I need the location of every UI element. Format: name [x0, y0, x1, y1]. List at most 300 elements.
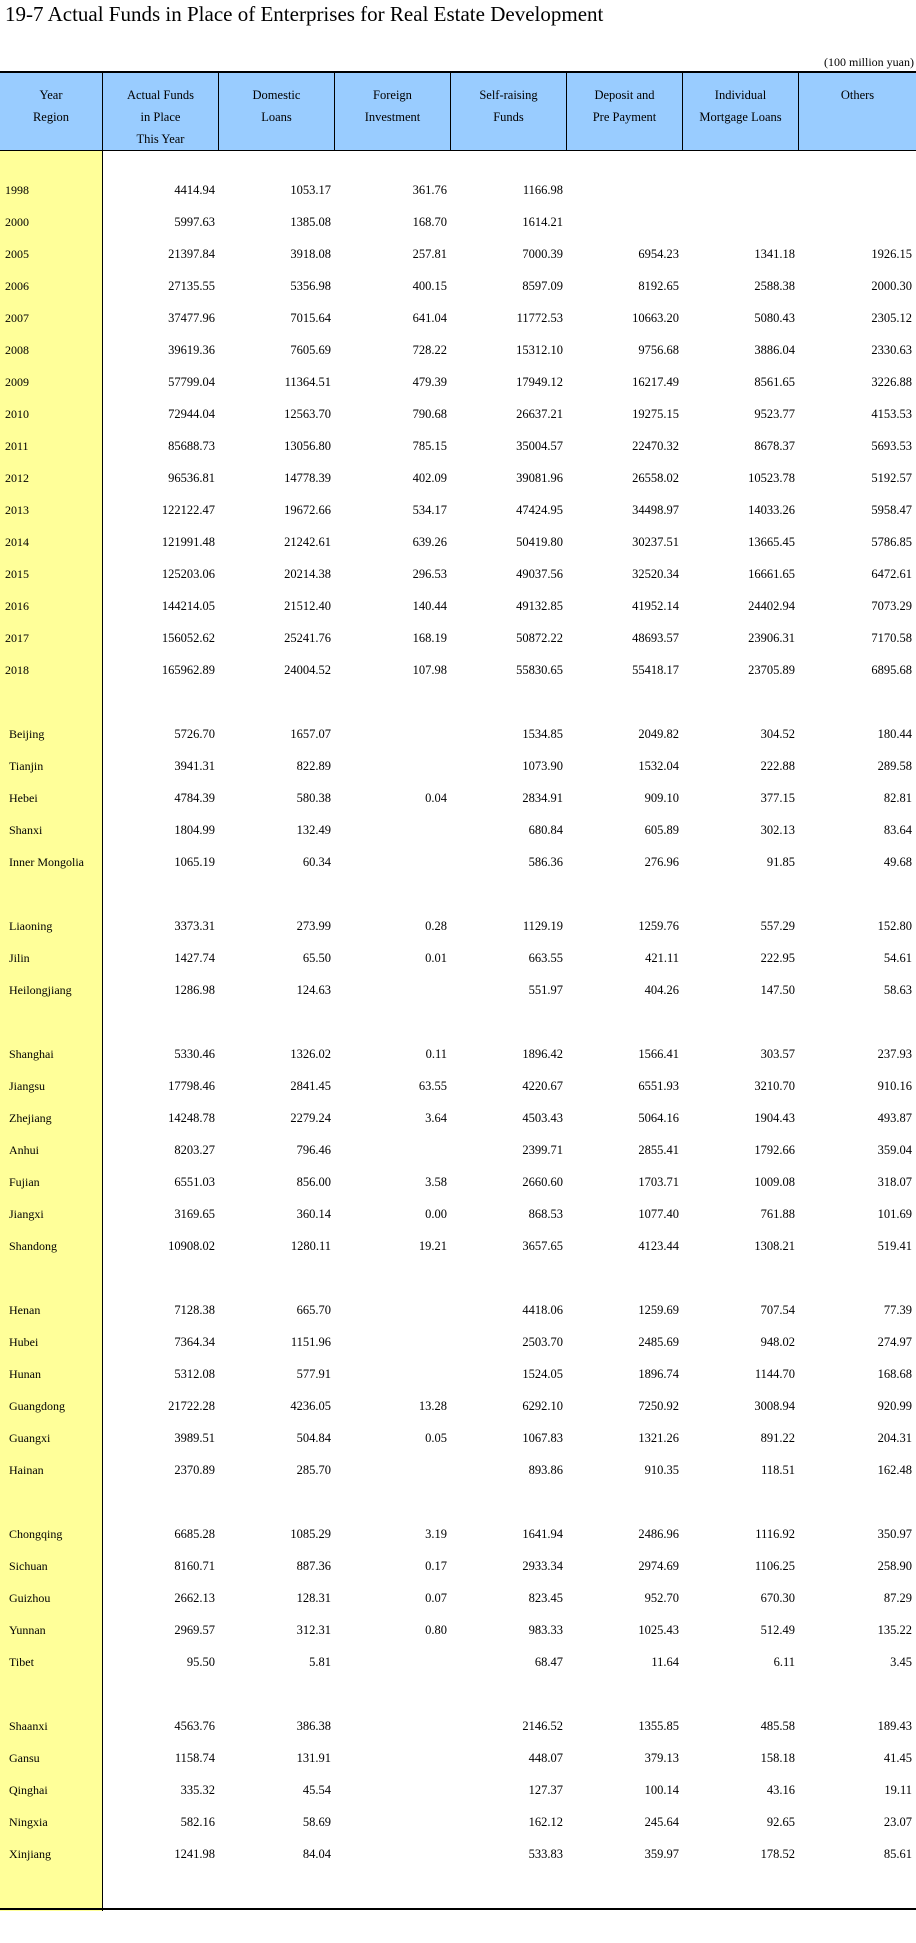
value-cell: 140.44	[412, 599, 447, 613]
year-label: 2010	[5, 407, 29, 421]
value-cell: 335.32	[180, 1783, 215, 1797]
value-cell: 23906.31	[748, 631, 795, 645]
value-cell: 1326.02	[290, 1047, 331, 1061]
value-cell: 2305.12	[871, 311, 912, 325]
value-cell: 3169.65	[174, 1207, 215, 1221]
value-cell: 237.93	[877, 1047, 912, 1061]
value-cell: 909.10	[644, 791, 679, 805]
value-cell: 41.45	[883, 1751, 912, 1765]
value-cell: 4418.06	[522, 1303, 563, 1317]
value-cell: 2049.82	[638, 727, 679, 741]
value-cell: 6895.68	[871, 663, 912, 677]
year-label: 2011	[5, 439, 29, 453]
value-cell: 50419.80	[516, 535, 563, 549]
value-cell: 1792.66	[754, 1143, 795, 1157]
value-cell: 586.36	[528, 855, 563, 869]
value-cell: 1524.05	[522, 1367, 563, 1381]
value-cell: 1065.19	[174, 855, 215, 869]
value-cell: 0.07	[425, 1591, 447, 1605]
value-cell: 3373.31	[174, 919, 215, 933]
year-label: 2005	[5, 247, 29, 261]
value-cell: 2660.60	[522, 1175, 563, 1189]
value-cell: 1657.07	[290, 727, 331, 741]
header-line: Mortgage Loans	[699, 110, 782, 124]
value-cell: 350.97	[877, 1527, 912, 1541]
value-cell: 512.49	[760, 1623, 795, 1637]
value-cell: 47424.95	[516, 503, 563, 517]
value-cell: 8160.71	[174, 1559, 215, 1573]
value-cell: 20214.38	[284, 567, 331, 581]
value-cell: 13665.45	[748, 535, 795, 549]
value-cell: 663.55	[528, 951, 563, 965]
region-label: Anhui	[9, 1143, 39, 1157]
value-cell: 5693.53	[871, 439, 912, 453]
value-cell: 23.07	[883, 1815, 912, 1829]
value-cell: 58.69	[302, 1815, 331, 1829]
header-line: Actual Funds	[126, 88, 194, 102]
value-cell: 131.91	[296, 1751, 331, 1765]
value-cell: 289.58	[877, 759, 912, 773]
table-row	[0, 1359, 916, 1391]
region-label: Hunan	[9, 1367, 41, 1381]
value-cell: 1641.94	[522, 1527, 563, 1541]
value-cell: 168.19	[412, 631, 447, 645]
value-cell: 2841.45	[290, 1079, 331, 1093]
value-cell: 1009.08	[754, 1175, 795, 1189]
value-cell: 121991.48	[161, 535, 215, 549]
region-label: Hebei	[9, 791, 38, 805]
value-cell: 92.65	[766, 1815, 795, 1829]
year-label: 2018	[5, 663, 29, 677]
table-row	[0, 271, 916, 303]
region-label: Zhejiang	[9, 1111, 52, 1125]
year-label: 2015	[5, 567, 29, 581]
region-label: Shanghai	[9, 1047, 54, 1061]
value-cell: 1427.74	[174, 951, 215, 965]
value-cell: 124.63	[296, 983, 331, 997]
region-label: Qinghai	[9, 1783, 48, 1797]
value-cell: 19275.15	[632, 407, 679, 421]
value-cell: 2486.96	[638, 1527, 679, 1541]
header-line: Loans	[261, 110, 292, 124]
value-cell: 4563.76	[174, 1719, 215, 1733]
value-cell: 22470.32	[632, 439, 679, 453]
value-cell: 4414.94	[174, 183, 215, 197]
value-cell: 273.99	[296, 919, 331, 933]
value-cell: 680.84	[528, 823, 563, 837]
header-self-raising-funds	[451, 73, 567, 151]
value-cell: 27135.55	[168, 279, 215, 293]
value-cell: 41952.14	[632, 599, 679, 613]
table-row	[0, 1839, 916, 1871]
year-label: 2006	[5, 279, 29, 293]
value-cell: 4123.44	[638, 1239, 679, 1253]
table-row	[0, 591, 916, 623]
value-cell: 8203.27	[174, 1143, 215, 1157]
value-cell: 1926.15	[871, 247, 912, 261]
value-cell: 5312.08	[174, 1367, 215, 1381]
table-row	[0, 495, 916, 527]
value-cell: 0.04	[425, 791, 447, 805]
year-label: 2014	[5, 535, 29, 549]
year-label: 2012	[5, 471, 29, 485]
value-cell: 6.11	[773, 1655, 795, 1669]
value-cell: 8561.65	[754, 375, 795, 389]
value-cell: 49132.85	[516, 599, 563, 613]
page-title: 19-7 Actual Funds in Place of Enterprises for Real Estate Development	[5, 2, 604, 26]
value-cell: 55418.17	[632, 663, 679, 677]
value-cell: 2662.13	[174, 1591, 215, 1605]
value-cell: 13.28	[418, 1399, 447, 1413]
value-cell: 17949.12	[516, 375, 563, 389]
value-cell: 6685.28	[174, 1527, 215, 1541]
value-cell: 8597.09	[522, 279, 563, 293]
value-cell: 6551.03	[174, 1175, 215, 1189]
value-cell: 0.00	[425, 1207, 447, 1221]
value-cell: 3226.88	[871, 375, 912, 389]
value-cell: 448.07	[528, 1751, 563, 1765]
value-cell: 147.50	[760, 983, 795, 997]
value-cell: 168.70	[412, 215, 447, 229]
value-cell: 1341.18	[754, 247, 795, 261]
region-label: Liaoning	[9, 919, 53, 933]
value-cell: 1259.69	[638, 1303, 679, 1317]
value-cell: 14248.78	[168, 1111, 215, 1125]
value-cell: 83.64	[883, 823, 912, 837]
value-cell: 2370.89	[174, 1463, 215, 1477]
value-cell: 1077.40	[638, 1207, 679, 1221]
value-cell: 2399.71	[522, 1143, 563, 1157]
data-table	[0, 71, 916, 1911]
table-row	[0, 1327, 916, 1359]
region-label: Xinjiang	[9, 1847, 51, 1861]
value-cell: 887.36	[296, 1559, 331, 1573]
header-line: Foreign	[373, 88, 412, 102]
value-cell: 639.26	[412, 535, 447, 549]
header-line: This Year	[136, 132, 185, 146]
value-cell: 2330.63	[871, 343, 912, 357]
value-cell: 785.15	[412, 439, 447, 453]
value-cell: 14033.26	[748, 503, 795, 517]
table-row	[0, 1519, 916, 1551]
value-cell: 32520.34	[632, 567, 679, 581]
value-cell: 5726.70	[174, 727, 215, 741]
value-cell: 551.97	[528, 983, 563, 997]
value-cell: 168.68	[877, 1367, 912, 1381]
value-cell: 91.85	[766, 855, 795, 869]
table-header	[0, 71, 916, 151]
value-cell: 165962.89	[161, 663, 215, 677]
region-label: Tianjin	[9, 759, 44, 773]
value-cell: 96536.81	[168, 471, 215, 485]
value-cell: 11364.51	[284, 375, 331, 389]
value-cell: 135.22	[877, 1623, 912, 1637]
value-cell: 65.50	[302, 951, 331, 965]
table-row	[0, 1039, 916, 1071]
year-label: 2008	[5, 343, 29, 357]
value-cell: 386.38	[296, 1719, 331, 1733]
value-cell: 77.39	[883, 1303, 912, 1317]
value-cell: 3.64	[425, 1111, 447, 1125]
region-label: Gansu	[9, 1751, 40, 1765]
value-cell: 3.19	[425, 1527, 447, 1541]
value-cell: 1144.70	[754, 1367, 795, 1381]
value-cell: 1896.42	[522, 1047, 563, 1061]
table-row	[0, 559, 916, 591]
value-cell: 4236.05	[290, 1399, 331, 1413]
value-cell: 822.89	[296, 759, 331, 773]
value-cell: 152.80	[877, 919, 912, 933]
region-label: Guangdong	[9, 1399, 65, 1413]
value-cell: 43.16	[766, 1783, 795, 1797]
table-row	[0, 367, 916, 399]
region-label: Yunnan	[9, 1623, 46, 1637]
value-cell: 6472.61	[871, 567, 912, 581]
value-cell: 17798.46	[168, 1079, 215, 1093]
table-row	[0, 623, 916, 655]
value-cell: 5958.47	[871, 503, 912, 517]
value-cell: 891.22	[760, 1431, 795, 1445]
value-cell: 404.26	[644, 983, 679, 997]
value-cell: 54.61	[883, 951, 912, 965]
value-cell: 3941.31	[174, 759, 215, 773]
table-row	[0, 175, 916, 207]
table-row	[0, 1807, 916, 1839]
value-cell: 285.70	[296, 1463, 331, 1477]
region-label: Sichuan	[9, 1559, 48, 1573]
table-row	[0, 911, 916, 943]
value-cell: 1896.74	[638, 1367, 679, 1381]
year-label: 2000	[5, 215, 29, 229]
header-line: Self-raising	[479, 88, 538, 102]
value-cell: 302.13	[760, 823, 795, 837]
value-cell: 4503.43	[522, 1111, 563, 1125]
value-cell: 63.55	[418, 1079, 447, 1093]
region-label: Shaanxi	[9, 1719, 48, 1733]
value-cell: 48693.57	[632, 631, 679, 645]
value-cell: 11772.53	[516, 311, 563, 325]
value-cell: 1566.41	[638, 1047, 679, 1061]
table-row	[0, 751, 916, 783]
value-cell: 156052.62	[161, 631, 215, 645]
value-cell: 1106.25	[754, 1559, 795, 1573]
year-label: 2009	[5, 375, 29, 389]
value-cell: 35004.57	[516, 439, 563, 453]
table-row	[0, 655, 916, 687]
value-cell: 37477.96	[168, 311, 215, 325]
value-cell: 359.97	[644, 1847, 679, 1861]
region-label: Chongqing	[9, 1527, 63, 1541]
value-cell: 400.15	[412, 279, 447, 293]
value-cell: 296.53	[412, 567, 447, 581]
value-cell: 402.09	[412, 471, 447, 485]
value-cell: 11.64	[651, 1655, 679, 1669]
region-label: Hainan	[9, 1463, 44, 1477]
value-cell: 670.30	[760, 1591, 795, 1605]
value-cell: 1259.76	[638, 919, 679, 933]
value-cell: 8678.37	[754, 439, 795, 453]
value-cell: 3210.70	[754, 1079, 795, 1093]
value-cell: 761.88	[760, 1207, 795, 1221]
year-label: 2017	[5, 631, 29, 645]
value-cell: 60.34	[302, 855, 331, 869]
header-line: Investment	[364, 110, 421, 124]
value-cell: 1355.85	[638, 1719, 679, 1733]
value-cell: 50872.22	[516, 631, 563, 645]
value-cell: 359.04	[877, 1143, 912, 1157]
value-cell: 580.38	[296, 791, 331, 805]
region-label: Beijing	[9, 727, 45, 741]
value-cell: 12563.70	[284, 407, 331, 421]
value-cell: 125203.06	[161, 567, 215, 581]
value-cell: 377.15	[760, 791, 795, 805]
value-cell: 312.31	[296, 1623, 331, 1637]
value-cell: 7015.64	[290, 311, 331, 325]
header-others	[799, 73, 916, 151]
table-row	[0, 431, 916, 463]
header-line: in Place	[140, 110, 181, 124]
region-label: Shandong	[9, 1239, 57, 1253]
value-cell: 21242.61	[284, 535, 331, 549]
value-cell: 3008.94	[754, 1399, 795, 1413]
value-cell: 2485.69	[638, 1335, 679, 1349]
value-cell: 360.14	[296, 1207, 331, 1221]
header-line: Funds	[493, 110, 524, 124]
region-label: Fujian	[9, 1175, 40, 1189]
value-cell: 318.07	[877, 1175, 912, 1189]
value-cell: 49.68	[883, 855, 912, 869]
value-cell: 5192.57	[871, 471, 912, 485]
value-cell: 222.95	[760, 951, 795, 965]
table-row	[0, 1455, 916, 1487]
value-cell: 948.02	[760, 1335, 795, 1349]
value-cell: 222.88	[760, 759, 795, 773]
value-cell: 9523.77	[754, 407, 795, 421]
value-cell: 26637.21	[516, 407, 563, 421]
table-row	[0, 1647, 916, 1679]
table-row	[0, 1743, 916, 1775]
value-cell: 2969.57	[174, 1623, 215, 1637]
value-cell: 180.44	[877, 727, 912, 741]
table-row	[0, 1775, 916, 1807]
value-cell: 2974.69	[638, 1559, 679, 1573]
value-cell: 10523.78	[748, 471, 795, 485]
value-cell: 24402.94	[748, 599, 795, 613]
value-cell: 728.22	[412, 343, 447, 357]
value-cell: 258.90	[877, 1559, 912, 1573]
table-row	[0, 1103, 916, 1135]
table-row	[0, 815, 916, 847]
value-cell: 0.01	[425, 951, 447, 965]
header-line: Deposit and	[594, 88, 655, 102]
table-row	[0, 1071, 916, 1103]
value-cell: 641.04	[412, 311, 447, 325]
value-cell: 162.12	[528, 1815, 563, 1829]
header-line: Pre Payment	[592, 110, 657, 124]
table-row	[0, 1231, 916, 1263]
value-cell: 0.11	[425, 1047, 447, 1061]
value-cell: 39081.96	[516, 471, 563, 485]
value-cell: 3657.65	[522, 1239, 563, 1253]
unit-label: (100 million yuan)	[824, 55, 914, 69]
value-cell: 21722.28	[168, 1399, 215, 1413]
header-foreign-investment	[335, 73, 451, 151]
value-cell: 2146.52	[522, 1719, 563, 1733]
value-cell: 245.64	[644, 1815, 679, 1829]
value-cell: 5356.98	[290, 279, 331, 293]
table-row	[0, 527, 916, 559]
header-line: Others	[840, 88, 875, 102]
value-cell: 952.70	[644, 1591, 679, 1605]
value-cell: 1385.08	[290, 215, 331, 229]
value-cell: 303.57	[760, 1047, 795, 1061]
value-cell: 39619.36	[168, 343, 215, 357]
header-line: Individual	[714, 88, 767, 102]
header-deposit-prepayment	[567, 73, 683, 151]
value-cell: 19672.66	[284, 503, 331, 517]
value-cell: 379.13	[644, 1751, 679, 1765]
value-cell: 4220.67	[522, 1079, 563, 1093]
year-label: 2013	[5, 503, 29, 517]
value-cell: 5330.46	[174, 1047, 215, 1061]
value-cell: 533.83	[528, 1847, 563, 1861]
value-cell: 493.87	[877, 1111, 912, 1125]
value-cell: 132.49	[296, 823, 331, 837]
value-cell: 504.84	[296, 1431, 331, 1445]
table-row	[0, 847, 916, 879]
value-cell: 1241.98	[174, 1847, 215, 1861]
table-row	[0, 463, 916, 495]
value-cell: 101.69	[877, 1207, 912, 1221]
region-label: Jiangsu	[9, 1079, 45, 1093]
value-cell: 2279.24	[290, 1111, 331, 1125]
value-cell: 796.46	[296, 1143, 331, 1157]
value-cell: 2855.41	[638, 1143, 679, 1157]
region-label: Tibet	[9, 1655, 34, 1669]
value-cell: 7128.38	[174, 1303, 215, 1317]
value-cell: 1085.29	[290, 1527, 331, 1541]
value-cell: 856.00	[296, 1175, 331, 1189]
value-cell: 557.29	[760, 919, 795, 933]
value-cell: 178.52	[760, 1847, 795, 1861]
value-cell: 1904.43	[754, 1111, 795, 1125]
value-cell: 1151.96	[290, 1335, 331, 1349]
value-cell: 983.33	[528, 1623, 563, 1637]
table-row	[0, 1199, 916, 1231]
value-cell: 0.17	[425, 1559, 447, 1573]
value-cell: 361.76	[412, 183, 447, 197]
value-cell: 14778.39	[284, 471, 331, 485]
value-cell: 1804.99	[174, 823, 215, 837]
value-cell: 21397.84	[168, 247, 215, 261]
value-cell: 3918.08	[290, 247, 331, 261]
table-row	[0, 1583, 916, 1615]
value-cell: 19.21	[418, 1239, 447, 1253]
value-cell: 6292.10	[522, 1399, 563, 1413]
table-row	[0, 1423, 916, 1455]
value-cell: 49037.56	[516, 567, 563, 581]
value-cell: 868.53	[528, 1207, 563, 1221]
value-cell: 3.45	[890, 1655, 912, 1669]
value-cell: 274.97	[877, 1335, 912, 1349]
value-cell: 45.54	[302, 1783, 331, 1797]
value-cell: 0.28	[425, 919, 447, 933]
value-cell: 21512.40	[284, 599, 331, 613]
value-cell: 582.16	[180, 1815, 215, 1829]
value-cell: 2834.91	[522, 791, 563, 805]
value-cell: 0.05	[425, 1431, 447, 1445]
header-year-region	[0, 73, 103, 151]
